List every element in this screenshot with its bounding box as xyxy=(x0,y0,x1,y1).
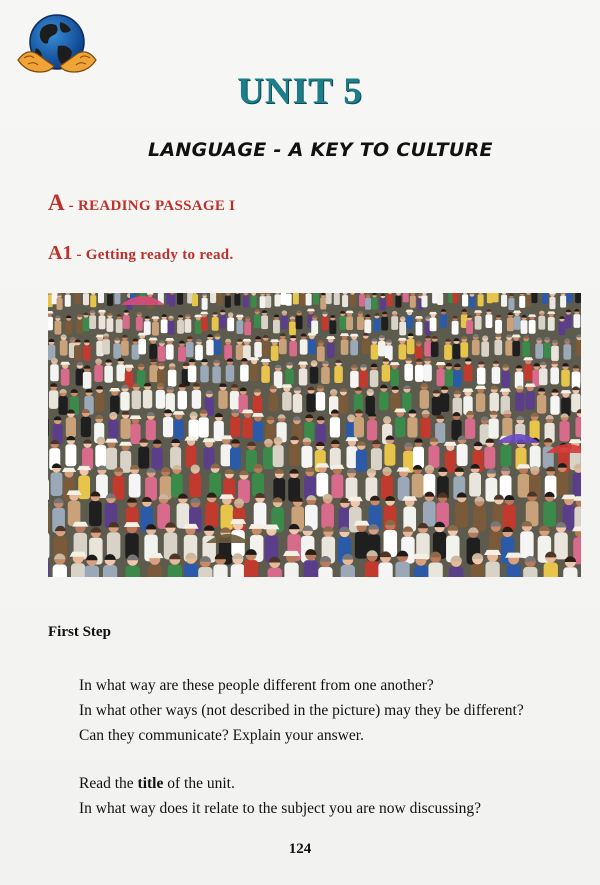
task-1 xyxy=(79,771,481,796)
section-a1-label: - Getting ready to read. xyxy=(76,247,234,263)
task-2: In what way does it relate to the subject you are now discussing? xyxy=(79,800,482,817)
crowd-photo xyxy=(48,293,581,577)
unit-subtitle: LANGUAGE - A KEY TO CULTURE xyxy=(148,139,493,161)
task-1-bold: title xyxy=(137,775,164,792)
first-step-heading: First Step xyxy=(48,624,111,640)
question-3: Can they communicate? Explain your answer. xyxy=(79,727,364,744)
task-list xyxy=(79,771,481,821)
question-2: In what other ways (not described in the picture) may they be different? xyxy=(79,702,524,719)
crowd-illustration xyxy=(48,293,581,577)
section-a-heading xyxy=(48,190,235,216)
question-list xyxy=(79,673,524,748)
page-number: 124 xyxy=(288,841,312,857)
task-1-end: of the unit. xyxy=(163,775,235,792)
unit-title: UNIT 5 xyxy=(237,71,363,112)
section-a-letter: A xyxy=(48,190,65,215)
section-a1-heading xyxy=(48,242,234,265)
section-a1-letter: A1 xyxy=(48,242,73,264)
section-a-label: - READING PASSAGE I xyxy=(68,198,236,214)
task-1-start: Read the xyxy=(79,775,138,792)
question-1: In what way are these people different from one another? xyxy=(79,677,434,694)
